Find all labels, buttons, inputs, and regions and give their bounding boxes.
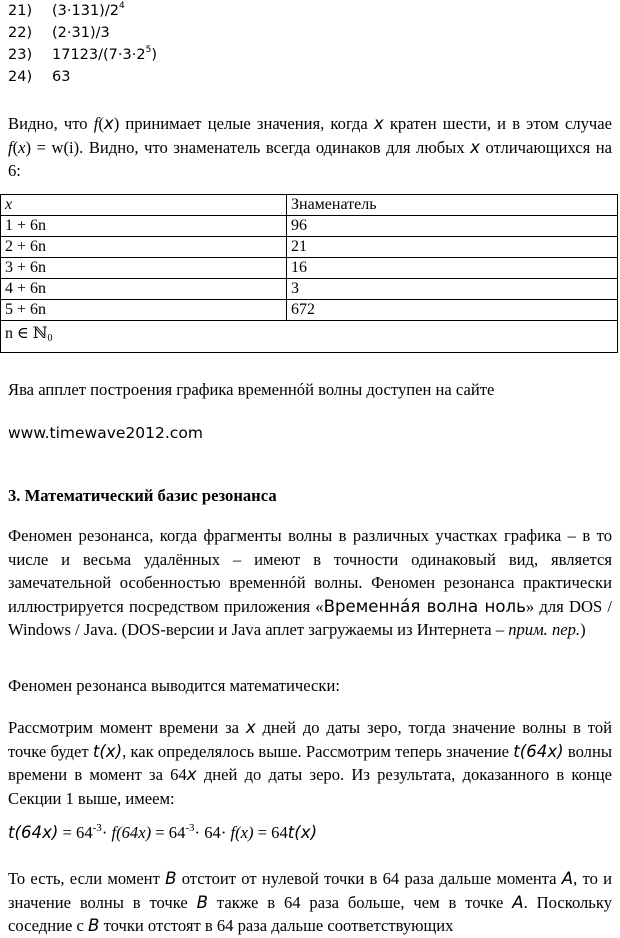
list-item: 21) $(3\cdot 131)/2^4$	[8, 1, 125, 19]
paragraph-conclusion: То есть, если момент B отстоит от нулевой точки в 64 раза дальше момента A, то и значение волны в точке B также в 64 раза больше, чем в точке A. Поскольку соседние с B точки отстоят в 64 раза дальше соответствующих	[8, 869, 612, 935]
applet-text: Ява апплет построения графика временнóй волны доступен на сайте	[8, 380, 495, 399]
paragraph-divisibility: Видно, что f(x) принимает целые значения, когда x кратен шести, и в этом случае f(x) = w(i). Видно, что знаменатель всегда одинаков для любых x отличающихся на 6:	[8, 114, 613, 180]
denominator-table	[0, 194, 618, 353]
table-row: 1 + 6n 96	[1, 216, 618, 237]
numbered-list	[8, 0, 157, 88]
paragraph-moment: Рассмотрим момент времени за x дней до даты зеро, тогда значение волны в той точке будет t(x), как определялось выше. Рассмотрим теперь значение t(64x) волны времени в момент за 64x дней до даты зеро. Из результата, доказанного в конце Секции 1 выше, имеем:	[8, 718, 613, 808]
paragraph-derivation: Феномен резонанса выводится математически:	[8, 676, 340, 695]
table-footer-row: n ∈ ℕ$_0$	[1, 321, 618, 353]
list-item: 24) 63	[8, 69, 71, 85]
website-link[interactable]: www.timewave2012.com	[8, 424, 203, 442]
section-heading: 3. Математический базис резонанса	[8, 486, 277, 505]
table-row: 4 + 6n 3	[1, 279, 618, 300]
table-header-row	[1, 195, 618, 216]
list-item: 22) (2·31)/3	[8, 25, 110, 41]
resonance-formula: $t(64x) = 64^{-3}\cdot f(64x) = 64^{-3}\cdot 64\cdot f(x) = 64t(x)$	[8, 822, 318, 842]
paragraph-resonance: Феномен резонанса, когда фрагменты волны в различных участках графика – в то числе и весьма удалённых – имеют в точности одинаковый вид, является замечательной особенностью временнóй волны. Феномен резонанса практически иллюстрируется посредством приложения «Временнáя волна ноль» для DOS / Windows / Java. (DOS-версии и Java аплет загружаемы из Интернета – прим. пер.)	[8, 526, 612, 639]
column-header-x: x	[1, 195, 287, 216]
column-header-denominator: Знаменатель	[287, 195, 618, 216]
list-item: 23) $17123/(7\cdot 3\cdot 2^5)$	[8, 45, 157, 63]
table-row: 5 + 6n 672	[1, 300, 618, 321]
table-row: 3 + 6n 16	[1, 258, 618, 279]
table-row: 2 + 6n 21	[1, 237, 618, 258]
